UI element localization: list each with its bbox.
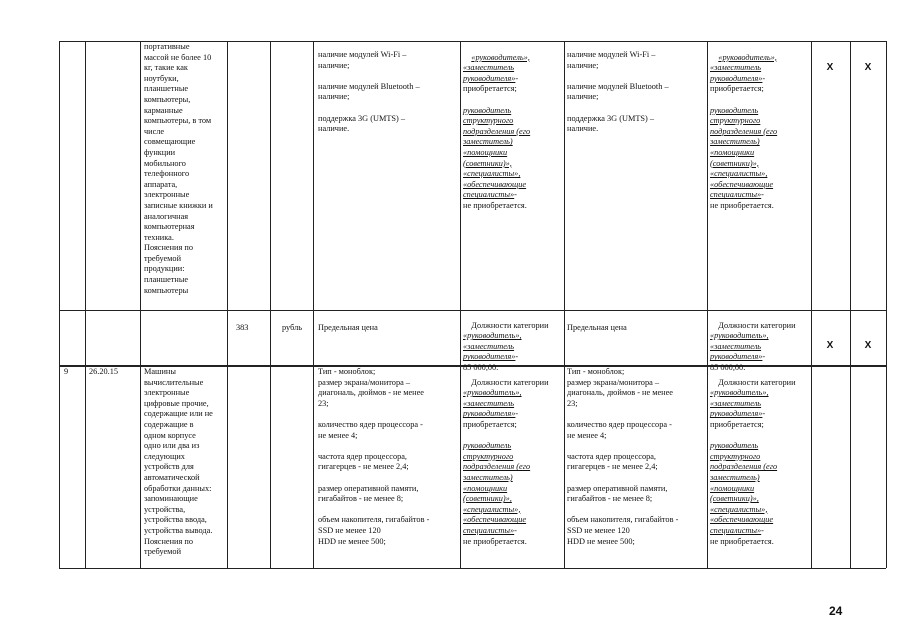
position-names: «руководитель», «заместитель руководителя» bbox=[710, 388, 769, 419]
okpd2-code: 26.20.15 bbox=[89, 367, 119, 376]
purchase-status: - не приобретается. bbox=[463, 525, 527, 546]
column-divider bbox=[59, 41, 60, 568]
column-divider bbox=[85, 41, 86, 568]
price-characteristic: Предельная цена bbox=[318, 323, 378, 332]
characteristics-list: Тип - моноблок; размер экрана/монитора – диагональ, дюймов - не менее 23; количество ядер процессора - не менее 4; частота ядер процессора, гигагерцев - не менее 2,4; размер оперативной памяти, гигабайтов - не менее 8; объем накопителя, гигабайтов - SSD не менее 120 HDD не менее 500; bbox=[318, 367, 430, 546]
category-positions bbox=[463, 367, 563, 558]
purchase-status: - не приобретается. bbox=[710, 525, 774, 546]
purchase-status: - приобретается; bbox=[710, 73, 766, 94]
price-value: - 85 000,00. bbox=[463, 352, 519, 372]
page-number: 24 bbox=[829, 604, 843, 618]
product-description: портативные массой не более 10 кг, такие как ноутбуки, планшетные компьютеры, карманные компьютеры, в том числе совмещающие функции мобильного телефонного аппарата, электронные записные книжки и аналогичная компьютерная техника. Пояснения по требуемой продукции: планшетные компьютеры bbox=[144, 42, 213, 295]
product-description: Машины вычислительные электронные цифровые прочие, содержащие или не содержащие в одном корпусе одно или два из следующих устройств для автоматической обработки данных: запоминающие устройства, устройства ввода, устройства вывода. Пояснения по требуемой bbox=[144, 367, 213, 557]
column-divider bbox=[313, 41, 314, 568]
position-names: руководитель структурного подразделения (его заместитель) «помощники (советники)», «специалисты», «обеспечивающие специалисты» bbox=[710, 441, 778, 535]
column-divider bbox=[850, 41, 851, 568]
position-names: «руководитель», «заместитель руководителя» bbox=[463, 331, 522, 362]
category-heading: Должности категории bbox=[471, 320, 549, 330]
okei-code: 383 bbox=[236, 323, 249, 332]
position-names: руководитель структурного подразделения (его заместитель) «помощники (советники)», «специалисты», «обеспечивающие специалисты» bbox=[710, 105, 778, 200]
position-names: «руководитель», «заместитель руководителя» bbox=[463, 52, 530, 83]
position-names: «руководитель», «заместитель руководителя» bbox=[710, 331, 769, 362]
unit-name: рубль bbox=[282, 323, 303, 332]
purchase-status: - приобретается; bbox=[463, 409, 519, 429]
x-mark: X bbox=[864, 340, 872, 351]
position-names: «руководитель», «заместитель руководителя» bbox=[463, 388, 522, 419]
purchase-status: - не приобретается. bbox=[710, 190, 774, 210]
column-divider bbox=[886, 41, 887, 568]
column-divider bbox=[140, 41, 141, 568]
x-mark: X bbox=[826, 62, 834, 73]
category-heading: Должности категории bbox=[471, 377, 549, 387]
purchase-status: - приобретается; bbox=[463, 73, 519, 94]
position-names: «руководитель», «заместитель руководителя» bbox=[710, 52, 777, 83]
table-bottom-border bbox=[59, 568, 886, 569]
characteristics-list: наличие модулей Wi-Fi – наличие; наличие модулей Bluetooth – наличие; поддержка 3G (UMTS) – наличие. bbox=[318, 50, 420, 134]
characteristics-values: наличие модулей Wi-Fi – наличие; наличие модулей Bluetooth – наличие; поддержка 3G (UMTS) – наличие. bbox=[567, 50, 669, 134]
x-mark: X bbox=[826, 340, 834, 351]
column-divider bbox=[564, 41, 565, 568]
column-divider bbox=[460, 41, 461, 568]
purchase-status: - приобретается; bbox=[710, 409, 766, 429]
purchase-status: - не приобретается. bbox=[463, 190, 527, 210]
column-divider bbox=[270, 41, 271, 568]
category-heading: Должности категории bbox=[718, 377, 796, 387]
position-names: руководитель структурного подразделения (его заместитель) «помощники (советники)», «специалисты», «обеспечивающие специалисты» bbox=[463, 105, 531, 200]
price-characteristic: Предельная цена bbox=[567, 323, 627, 332]
characteristics-values: Тип - моноблок; размер экрана/монитора – диагональ, дюймов - не менее 23; количество ядер процессора - не менее 4; частота ядер процессора, гигагерцев - не менее 2,4; размер оперативной памяти, гигабайтов - не менее 8; объем накопителя, гигабайтов - SSD не менее 120 HDD не менее 500; bbox=[567, 367, 679, 546]
category-positions bbox=[710, 367, 810, 558]
row-number: 9 bbox=[64, 367, 69, 376]
position-names: руководитель структурного подразделения (его заместитель) «помощники (советники)», «специалисты», «обеспечивающие специалисты» bbox=[463, 441, 531, 535]
category-heading: Должности категории bbox=[718, 320, 796, 330]
column-divider bbox=[811, 41, 812, 568]
category-positions bbox=[463, 42, 563, 222]
category-positions bbox=[710, 42, 810, 222]
price-value: - 85 000,00. bbox=[710, 352, 766, 372]
x-mark: X bbox=[864, 62, 872, 73]
